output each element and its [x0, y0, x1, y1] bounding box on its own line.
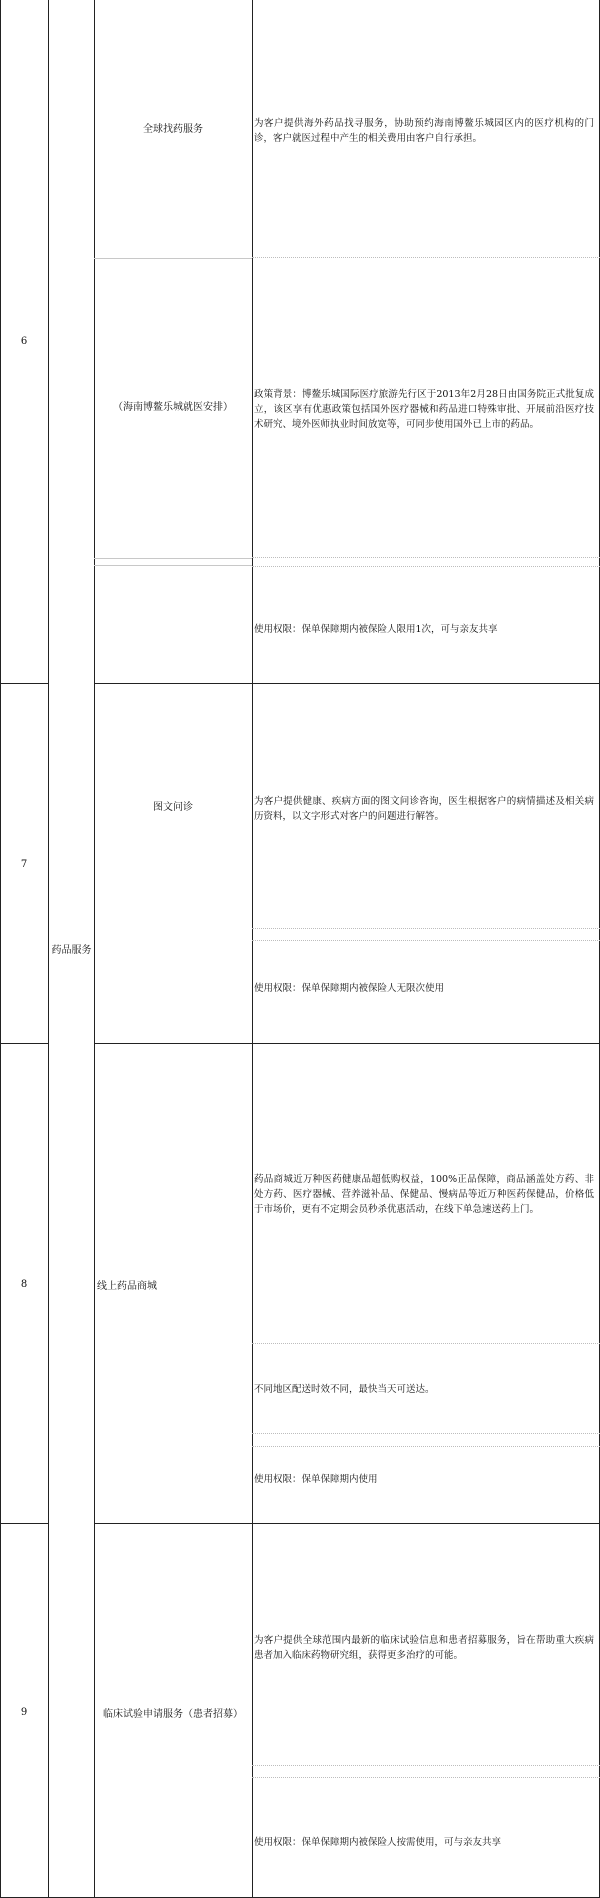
service-description: 为客户提供全球范围内最新的临床试验信息和患者招募服务，旨在帮助重大疾病患者加入临床药物研究组，获得更多治疗的可能。: [254, 1635, 594, 1661]
policy-background: 政策背景：博鳌乐城国际医疗旅游先行区于2013年2月28日由国务院正式批复成立，该区享有优惠政策包括国外医疗器械和药品进口特殊审批、开展前沿医疗技术研究、境外医师执业时间放宽等，可同步使用国外已上市的药品。: [254, 389, 594, 430]
sub-row-divider: [252, 566, 600, 567]
service-name: 线上药品商城: [97, 1281, 157, 1292]
sub-row-divider: [252, 1777, 600, 1778]
usage-rights: 使用权限：保单保障期内被保险人限用1次，可与亲友共享: [254, 624, 498, 635]
sub-row-divider: [252, 940, 600, 941]
usage-rights: 使用权限：保单保障期内被保险人按需使用，可与亲友共享: [254, 1837, 502, 1848]
sub-row-divider: [94, 258, 252, 259]
usage-rights: 使用权限：保单保障期内被保险人无限次使用: [254, 983, 445, 994]
service-name: 全球找药服务: [143, 124, 203, 135]
row-number: 8: [20, 1279, 28, 1290]
service-note: （海南博鳌乐城就医安排）: [113, 402, 233, 413]
usage-rights: 使用权限：保单保障期内使用: [254, 1474, 378, 1485]
row-divider: [94, 1523, 600, 1524]
service-description: 药品商城近万种医药健康品超低购权益，100%正品保障，商品涵盖处方药、非处方药、医疗器械、营养滋补品、保健品、慢病品等近万种医药保健品，价格低于市场价，更有不定期会员秒杀优惠活动，在线下单急速送药上门。: [254, 1174, 594, 1215]
row-divider: [0, 1523, 48, 1524]
row-number: 9: [20, 1707, 28, 1718]
service-name: 临床试验申请服务（患者招募）: [103, 1709, 243, 1720]
sub-row-divider: [252, 1343, 600, 1344]
service-description: 为客户提供海外药品找寻服务，协助预约海南博鳌乐城园区内的医疗机构的门诊，客户就医过程中产生的相关费用由客户自行承担。: [254, 118, 594, 144]
table-border-left: [0, 0, 1, 1898]
row-divider: [0, 1043, 48, 1044]
service-name: 图文问诊: [153, 802, 193, 813]
column-divider-service: [252, 0, 253, 1898]
sub-row-divider: [94, 565, 252, 566]
sub-row-divider: [252, 1433, 600, 1434]
sub-row-divider: [252, 557, 600, 558]
row-divider: [94, 1043, 600, 1044]
sub-row-divider: [252, 1765, 600, 1766]
sub-row-divider: [252, 257, 600, 258]
row-divider: [94, 683, 600, 684]
category-label: 药品服务: [51, 945, 92, 956]
service-description: 为客户提供健康、疾病方面的图文问诊咨询，医生根据客户的病情描述及相关病历资料，以文字形式对客户的问题进行解答。: [254, 796, 594, 822]
row-number: 6: [20, 336, 28, 347]
sub-row-divider: [252, 1446, 600, 1447]
row-divider: [0, 683, 48, 684]
delivery-note: 不同地区配送时效不同，最快当天可送达。: [254, 1384, 435, 1395]
sub-row-divider: [252, 928, 600, 929]
sub-row-divider: [94, 558, 252, 559]
column-divider-category: [94, 0, 95, 1898]
row-number: 7: [20, 859, 28, 870]
